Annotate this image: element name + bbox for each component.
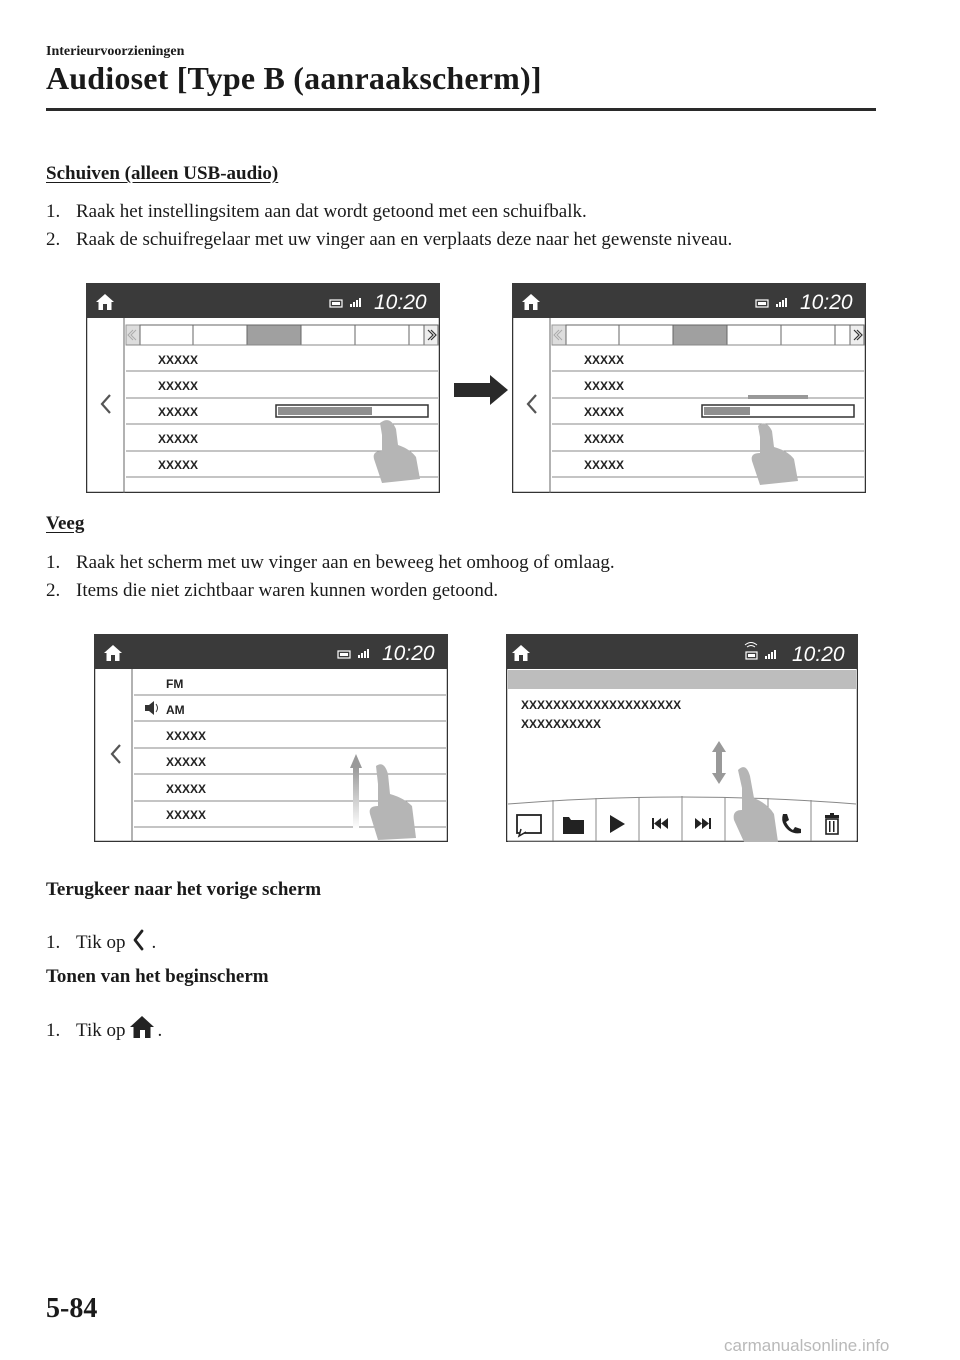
player-screen [506, 634, 858, 842]
track-subtitle: XXXXXXXXXX [521, 717, 602, 731]
slider-screen-before [86, 283, 440, 493]
slider-bar [276, 405, 428, 417]
heading-home: Tonen van het beginscherm [46, 966, 269, 987]
list-item: XXXXX [166, 755, 207, 769]
slide-left-arrow-icon [748, 395, 808, 399]
step-end: . [157, 1020, 163, 1041]
tab [781, 325, 835, 345]
slide-step-1 [46, 201, 587, 223]
back-step [46, 926, 156, 954]
watermark: carmanualsonline.info [724, 1336, 890, 1355]
track-title: XXXXXXXXXXXXXXXXXXXX [521, 698, 682, 712]
list-item: XXXXX [158, 432, 199, 446]
tab [566, 325, 619, 345]
swipe-list-screen [94, 634, 448, 842]
tab [140, 325, 193, 345]
step-number: 2. [46, 229, 61, 250]
clock-time: 10:20 [792, 643, 845, 666]
list-item: XXXXX [584, 405, 625, 419]
step-number: 1. [46, 932, 61, 953]
heading-slide: Schuiven (alleen USB-audio) [46, 163, 279, 184]
step-text: Tik op [76, 932, 126, 953]
tab [301, 325, 355, 345]
clock-time: 10:20 [800, 291, 853, 314]
slider-bar [702, 405, 854, 417]
step-text: Raak het scherm met uw vinger aan en beweeg het omhoog of omlaag. [76, 552, 615, 573]
track-header-bar [508, 670, 856, 689]
slider-screen-after [512, 283, 866, 493]
step-number: 2. [46, 580, 61, 601]
tab [727, 325, 781, 345]
transition-arrow-icon [452, 373, 510, 407]
step-end: . [151, 932, 157, 953]
list-item: XXXXX [166, 729, 207, 743]
step-number: 1. [46, 1020, 61, 1041]
slide-step-2 [46, 229, 732, 251]
page-number: 5-84 [46, 1293, 98, 1324]
list-item: XXXXX [158, 379, 199, 393]
tab [193, 325, 247, 345]
tab-active [247, 325, 301, 345]
clock-time: 10:20 [374, 291, 427, 314]
list-item-fm: FM [166, 677, 184, 691]
clock-time: 10:20 [382, 642, 435, 665]
heading-swipe: Veeg [46, 513, 85, 534]
home-step [46, 1012, 162, 1042]
title-rule [46, 108, 876, 111]
step-text: Raak de schuifregelaar met uw vinger aan en verplaats deze naar het gewenste niveau. [76, 229, 733, 250]
list-item: XXXXX [166, 808, 207, 822]
list-item: XXXXX [584, 458, 625, 472]
step-number: 1. [46, 201, 61, 222]
tab-active [673, 325, 727, 345]
step-number: 1. [46, 552, 61, 573]
tab [619, 325, 673, 345]
list-item: XXXXX [584, 379, 625, 393]
page-title: Audioset [Type B (aanraakscherm)] [46, 60, 542, 96]
heading-back: Terugkeer naar het vorige scherm [46, 879, 322, 900]
list-item: XXXXX [158, 458, 199, 472]
section-label: Interieurvoorzieningen [46, 44, 185, 59]
swipe-step-1 [46, 552, 615, 574]
step-text: Tik op [76, 1020, 126, 1041]
list-item: XXXXX [584, 353, 625, 367]
back-icon [127, 926, 151, 954]
home-icon [127, 1012, 157, 1042]
list-item-am: AM [166, 703, 185, 717]
list-item: XXXXX [166, 782, 207, 796]
list-item: XXXXX [158, 405, 199, 419]
swipe-step-2 [46, 580, 498, 602]
step-text: Raak het instellingsitem aan dat wordt getoond met een schuifbalk. [76, 201, 587, 222]
step-text: Items die niet zichtbaar waren kunnen worden getoond. [76, 580, 499, 601]
list-item: XXXXX [158, 353, 199, 367]
tab [355, 325, 409, 345]
list-item: XXXXX [584, 432, 625, 446]
